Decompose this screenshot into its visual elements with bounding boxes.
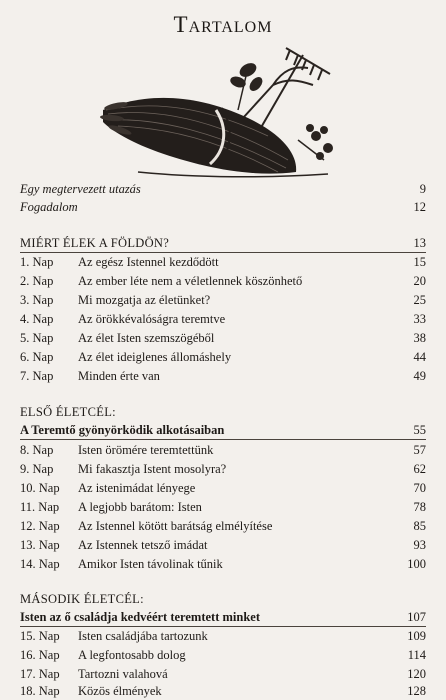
day-label: 15. Nap (20, 629, 60, 643)
divider (20, 439, 426, 440)
chapter-title: Az egész Istennel kezdődött (78, 255, 219, 269)
day-label: 10. Nap (20, 481, 60, 495)
toc-row (20, 311, 426, 328)
day-label: 9. Nap (20, 462, 54, 476)
day-label: 7. Nap (20, 369, 54, 383)
section-heading (20, 404, 426, 421)
toc-page-number: 107 (407, 610, 426, 624)
chapter-title: Az örökkévalóságra teremtve (78, 312, 226, 326)
chapter-title: Amikor Isten távolinak tűnik (78, 557, 223, 571)
toc-row (20, 518, 426, 535)
section-heading-label: MÁSODIK ÉLETCÉL: (20, 592, 144, 606)
toc-row (20, 461, 426, 478)
toc-page-number: 15 (413, 255, 426, 269)
day-label: 8. Nap (20, 443, 54, 457)
day-label: 17. Nap (20, 667, 60, 681)
toc-intro-label: Egy megtervezett utazás (20, 182, 141, 196)
section-subheading (20, 422, 426, 439)
toc-page-number: 25 (413, 293, 426, 307)
toc-row (20, 480, 426, 497)
toc-page-number: 70 (413, 481, 426, 495)
toc-page-number: 20 (413, 274, 426, 288)
toc-row (20, 273, 426, 290)
chapter-title: Az Istennel kötött barátság elmélyítése (78, 519, 273, 533)
page-title: Tartalom (173, 12, 273, 37)
toc-row (20, 292, 426, 309)
section-heading (20, 235, 426, 252)
section-subheading (20, 609, 426, 626)
toc-row (20, 666, 426, 683)
chapter-title: Tartozni valahová (78, 667, 168, 681)
chapter-title: Az élet Isten szemszögéből (78, 331, 215, 345)
toc-row (20, 556, 426, 573)
toc-page-number: 55 (413, 423, 426, 437)
toc-page-number: 120 (407, 667, 426, 681)
toc-page-number: 78 (413, 500, 426, 514)
toc-row (20, 442, 426, 459)
chapter-title: Az ember léte nem a véletlennek köszönhető (78, 274, 303, 288)
wheat-sheaf-illustration-icon (98, 40, 348, 185)
day-label: 4. Nap (20, 312, 54, 326)
day-label: 13. Nap (20, 538, 60, 552)
chapter-title: Minden érte van (78, 369, 160, 383)
toc-page-number: 114 (407, 648, 426, 662)
toc-page-number: 62 (413, 462, 426, 476)
day-label: 1. Nap (20, 255, 54, 269)
chapter-title: Mi mozgatja az életünket? (78, 293, 211, 307)
day-label: 2. Nap (20, 274, 54, 288)
chapter-title: Isten családjába tartozunk (78, 629, 208, 643)
toc-page-number: 100 (407, 557, 426, 571)
toc-page-number: 33 (413, 312, 426, 326)
chapter-title: Az Istennek tetsző imádat (78, 538, 208, 552)
divider (20, 626, 426, 627)
toc-page-number: 38 (413, 331, 426, 345)
day-label: 14. Nap (20, 557, 60, 571)
toc-row (20, 683, 426, 700)
toc-row (20, 330, 426, 347)
day-label: 18. Nap (20, 684, 60, 698)
day-label: 11. Nap (20, 500, 60, 514)
section-heading-label: MIÉRT ÉLEK A FÖLDÖN? (20, 236, 170, 250)
day-label: 3. Nap (20, 293, 54, 307)
toc-row (20, 628, 426, 645)
toc-page-number: 109 (407, 629, 426, 643)
toc-page-number: 9 (419, 182, 426, 196)
toc-page-number: 49 (413, 369, 426, 383)
chapter-title: Közös élmények (78, 684, 162, 698)
section-heading-label: ELSŐ ÉLETCÉL: (20, 405, 116, 419)
section-heading (20, 591, 426, 608)
chapter-title: Isten örömére teremtettünk (78, 443, 214, 457)
day-label: 12. Nap (20, 519, 60, 533)
chapter-title: Az istenimádat lényege (78, 481, 196, 495)
toc-intro-row (20, 181, 426, 198)
divider (20, 252, 426, 253)
toc-row (20, 647, 426, 664)
chapter-title: A legfontosabb dolog (78, 648, 186, 662)
chapter-title: Az élet ideiglenes állomáshely (78, 350, 232, 364)
toc-page-number: 57 (413, 443, 426, 457)
toc-page-number: 12 (413, 200, 426, 214)
toc-page-number: 93 (413, 538, 426, 552)
section-subheading-label: Isten az ő családja kedvéért teremtett minket (20, 610, 260, 624)
toc-intro-row (20, 199, 426, 216)
day-label: 16. Nap (20, 648, 60, 662)
toc-row (20, 537, 426, 554)
toc-page-number: 85 (413, 519, 426, 533)
day-label: 5. Nap (20, 331, 54, 345)
toc-page-number: 13 (413, 236, 426, 250)
section-subheading-label: A Teremtő gyönyörködik alkotásaiban (20, 423, 225, 437)
toc-row (20, 254, 426, 271)
toc-page-number: 128 (407, 684, 426, 698)
toc-row (20, 349, 426, 366)
toc-intro-label: Fogadalom (20, 200, 78, 214)
toc-page-number: 44 (413, 350, 426, 364)
toc-row (20, 368, 426, 385)
toc-row (20, 499, 426, 516)
chapter-title: A legjobb barátom: Isten (78, 500, 202, 514)
chapter-title: Mi fakasztja Istent mosolyra? (78, 462, 227, 476)
day-label: 6. Nap (20, 350, 54, 364)
